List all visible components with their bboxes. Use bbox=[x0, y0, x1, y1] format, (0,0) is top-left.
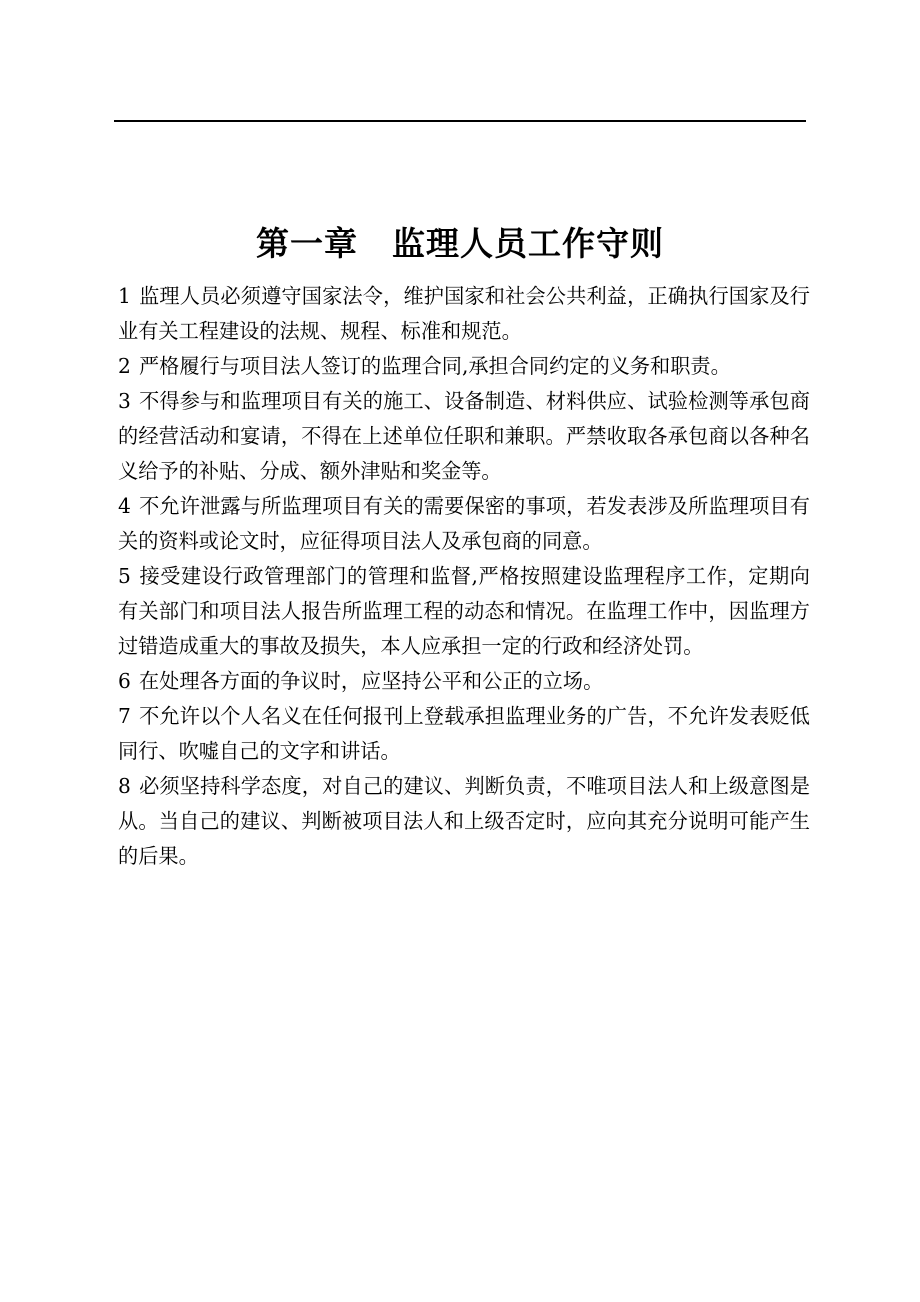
rule-number: 4 bbox=[118, 494, 131, 518]
rule-text: 不允许以个人名义在任何报刊上登载承担监理业务的广告，不允许发表贬低同行、吹嘘自己的文字和讲话。 bbox=[118, 704, 810, 763]
rule-number: 7 bbox=[118, 704, 131, 728]
rule-item bbox=[118, 664, 810, 699]
rule-item bbox=[118, 489, 810, 559]
rule-item bbox=[118, 559, 810, 664]
rule-number: 3 bbox=[118, 389, 131, 413]
rule-number: 6 bbox=[118, 669, 131, 693]
chapter-title: 第一章 监理人员工作守则 bbox=[256, 224, 664, 264]
rule-item bbox=[118, 384, 810, 489]
header-rule bbox=[114, 120, 806, 122]
rule-text: 不允许泄露与所监理项目有关的需要保密的事项，若发表涉及所监理项目有关的资料或论文时，应征得项目法人及承包商的同意。 bbox=[118, 494, 810, 553]
rule-item bbox=[118, 699, 810, 769]
rule-item bbox=[118, 349, 810, 384]
rule-number: 2 bbox=[118, 354, 131, 378]
rule-text: 必须坚持科学态度，对自己的建议、判断负责，不唯项目法人和上级意图是从。当自己的建议、判断被项目法人和上级否定时，应向其充分说明可能产生的后果。 bbox=[118, 774, 810, 868]
rule-item bbox=[118, 279, 810, 349]
rule-text: 监理人员必须遵守国家法令，维护国家和社会公共利益，正确执行国家及行业有关工程建设的法规、规程、标准和规范。 bbox=[118, 284, 810, 343]
rule-text: 接受建设行政管理部门的管理和监督,严格按照建设监理程序工作，定期向有关部门和项目法人报告所监理工程的动态和情况。在监理工作中，因监理方过错造成重大的事故及损失，本人应承担一定的行政和经济处罚。 bbox=[118, 564, 810, 658]
rule-text: 在处理各方面的争议时，应坚持公平和公正的立场。 bbox=[138, 669, 604, 693]
rule-item bbox=[118, 769, 810, 874]
rule-number: 5 bbox=[118, 564, 131, 588]
rule-number: 8 bbox=[118, 774, 131, 798]
rule-number: 1 bbox=[118, 284, 131, 308]
rule-text: 不得参与和监理项目有关的施工、设备制造、材料供应、试验检测等承包商的经营活动和宴请，不得在上述单位任职和兼职。严禁收取各承包商以各种名义给予的补贴、分成、额外津贴和奖金等。 bbox=[118, 389, 810, 483]
rule-text: 严格履行与项目法人签订的监理合同,承担合同约定的义务和职责。 bbox=[138, 354, 731, 378]
rules-list bbox=[118, 279, 810, 874]
